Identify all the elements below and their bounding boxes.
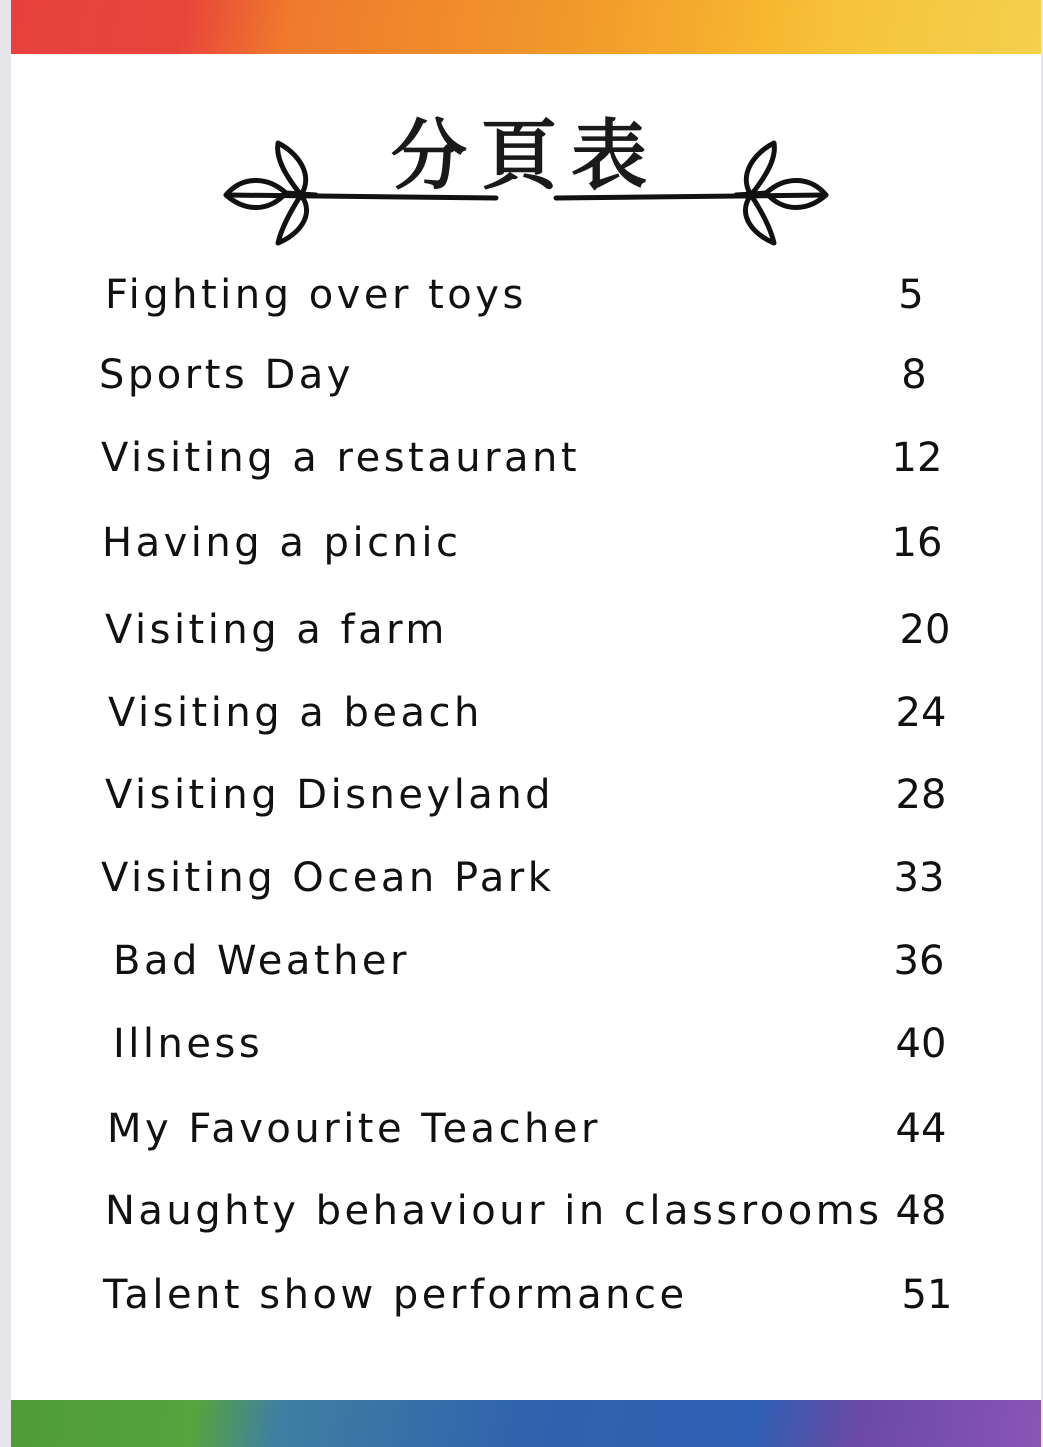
toc-entry-title: Naughty behaviour in classrooms — [105, 1188, 883, 1234]
toc-entry[interactable] — [11, 607, 1041, 667]
toc-entry-page-number: 44 — [895, 1106, 947, 1152]
contents-page — [11, 0, 1041, 1447]
toc-entry[interactable] — [11, 1106, 1041, 1166]
toc-entry-page-number: 36 — [893, 938, 945, 984]
toc-entry-title: Talent show performance — [103, 1272, 688, 1318]
toc-entry[interactable] — [11, 520, 1041, 580]
toc-entry[interactable] — [11, 272, 1041, 332]
page-title: 分頁表 — [391, 111, 661, 200]
toc-entry[interactable] — [11, 352, 1041, 412]
toc-entry-page-number: 8 — [901, 352, 927, 398]
toc-entry-title: Bad Weather — [113, 938, 410, 984]
table-of-contents — [11, 0, 1041, 1447]
toc-entry[interactable] — [11, 1272, 1041, 1332]
rainbow-band-bottom — [11, 1400, 1041, 1447]
toc-entry[interactable] — [11, 1021, 1041, 1081]
toc-entry-title: Sports Day — [99, 352, 354, 398]
toc-entry-title: Visiting Ocean Park — [101, 855, 555, 901]
toc-entry[interactable] — [11, 1188, 1041, 1248]
toc-entry-page-number: 48 — [895, 1188, 947, 1234]
toc-entry-page-number: 16 — [891, 520, 943, 566]
toc-entry-page-number: 51 — [901, 1272, 953, 1318]
toc-entry-page-number: 40 — [895, 1021, 947, 1067]
toc-entry-title: Visiting a restaurant — [101, 435, 581, 481]
toc-entry-title: Having a picnic — [102, 520, 462, 566]
toc-entry-title: My Favourite Teacher — [107, 1106, 601, 1152]
toc-entry[interactable] — [11, 690, 1041, 750]
toc-entry[interactable] — [11, 435, 1041, 495]
toc-entry-page-number: 33 — [893, 855, 945, 901]
toc-entry-title: Fighting over toys — [105, 272, 527, 318]
toc-entry[interactable] — [11, 772, 1041, 832]
toc-entry-title: Visiting Disneyland — [105, 772, 555, 818]
toc-entry-title: Illness — [113, 1021, 264, 1067]
toc-entry-page-number: 24 — [895, 690, 947, 736]
toc-entry-page-number: 12 — [891, 435, 943, 481]
toc-entry-page-number: 20 — [899, 607, 951, 653]
toc-entry-page-number: 28 — [895, 772, 947, 818]
toc-entry-title: Visiting a farm — [105, 607, 448, 653]
toc-entry-page-number: 5 — [898, 272, 924, 318]
toc-entry-title: Visiting a beach — [108, 690, 483, 736]
toc-entry[interactable] — [11, 855, 1041, 915]
toc-entry[interactable] — [11, 938, 1041, 998]
